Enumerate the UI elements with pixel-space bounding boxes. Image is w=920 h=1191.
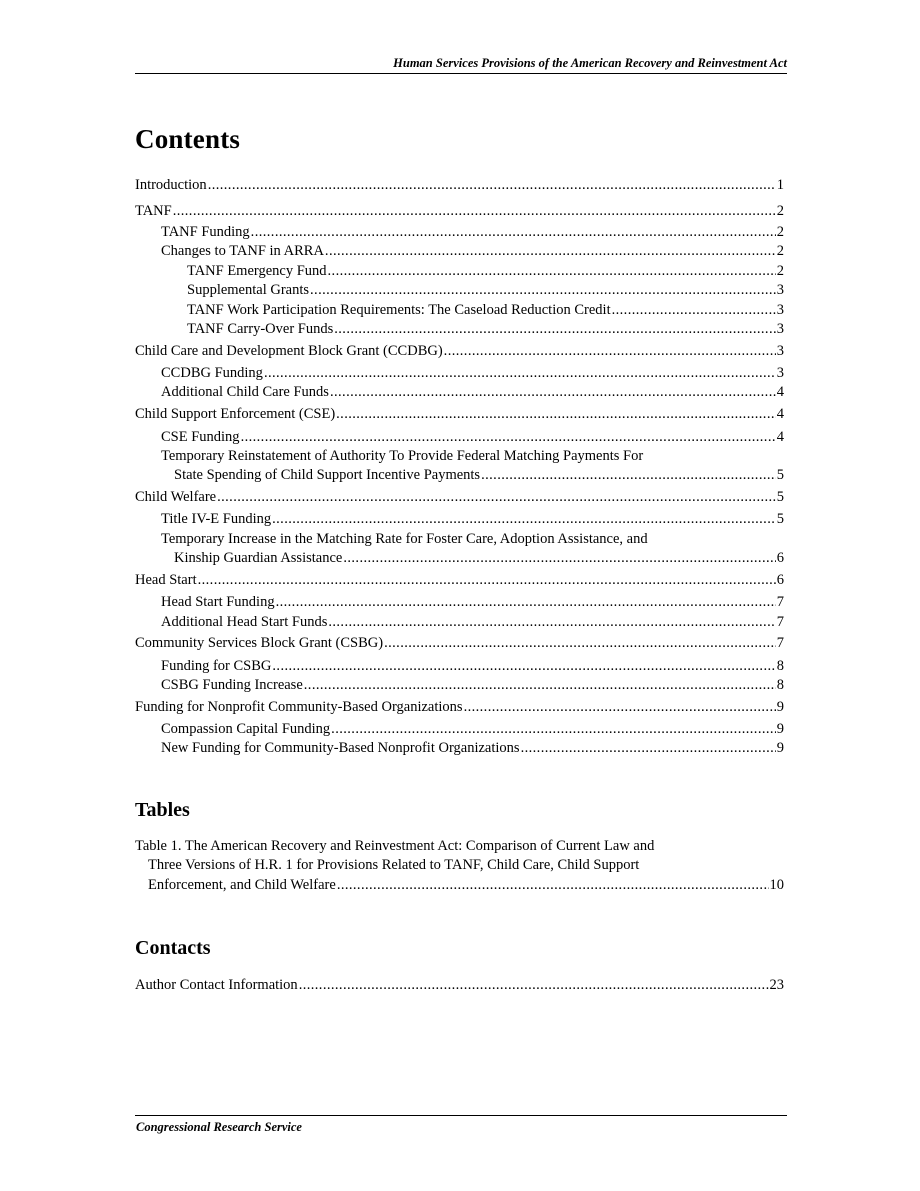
toc-entry-text: Funding for Nonprofit Community-Based Organizations xyxy=(135,699,463,715)
dot-leader xyxy=(337,876,769,895)
toc-entry-text: TANF Funding xyxy=(161,224,250,240)
toc-entry-text: Kinship Guardian Assistance xyxy=(174,550,343,566)
toc-entry-cse[interactable] xyxy=(135,405,784,424)
toc-page-number: 6 xyxy=(776,550,784,566)
toc-entry-text: Introduction xyxy=(135,177,207,193)
dot-leader xyxy=(272,510,776,529)
toc-entry-matching-rate[interactable] xyxy=(174,549,784,568)
table-entry-text: Enforcement, and Child Welfare xyxy=(148,877,336,893)
toc-entry-text: Compassion Capital Funding xyxy=(161,721,331,737)
dot-leader xyxy=(521,739,776,758)
toc-page-number: 2 xyxy=(776,224,784,240)
toc-entry-text: Child Care and Development Block Grant (CCDBG) xyxy=(135,343,443,359)
toc-page-number: 4 xyxy=(776,406,784,422)
dot-leader xyxy=(330,383,776,402)
toc-page-number: 2 xyxy=(776,243,784,259)
toc-entry-introduction[interactable] xyxy=(135,176,784,195)
dot-leader xyxy=(310,281,776,300)
toc-entry-text: Community Services Block Grant (CSBG) xyxy=(135,635,384,651)
toc-entry-tanf-emergency-fund[interactable] xyxy=(187,262,784,281)
toc-entry-new-community-funding[interactable] xyxy=(161,739,784,758)
toc-entry-head-start-funding[interactable] xyxy=(161,593,784,612)
toc-page-number: 5 xyxy=(776,467,784,483)
tables-heading: Tables xyxy=(135,799,190,821)
toc-entry-tanf-carry-over[interactable] xyxy=(187,320,784,339)
dot-leader xyxy=(334,320,776,339)
toc-entry-text: New Funding for Community-Based Nonprofit Organizations xyxy=(161,740,520,756)
dot-leader xyxy=(217,488,776,507)
toc-page-number: 4 xyxy=(776,384,784,400)
footer-rule xyxy=(135,1115,787,1116)
dot-leader xyxy=(241,428,776,447)
dot-leader xyxy=(276,593,776,612)
dot-leader xyxy=(173,202,776,221)
toc-entry-funding-for-csbg[interactable] xyxy=(161,657,784,676)
toc-entry-changes-to-tanf[interactable] xyxy=(161,242,784,261)
toc-entry-csbg[interactable] xyxy=(135,634,784,653)
toc-page-number: 3 xyxy=(776,365,784,381)
toc-entry-reinstatement[interactable] xyxy=(174,466,784,485)
contents-heading: Contents xyxy=(135,124,241,154)
toc-entry-text: TANF xyxy=(135,203,172,219)
toc-page-number: 3 xyxy=(776,321,784,337)
toc-entry-text: TANF Emergency Fund xyxy=(187,263,327,279)
dot-leader xyxy=(325,242,776,261)
toc-page-number: 2 xyxy=(776,203,784,219)
dot-leader xyxy=(328,262,776,281)
dot-leader xyxy=(481,466,776,485)
toc-page-number: 9 xyxy=(776,699,784,715)
dot-leader xyxy=(331,720,776,739)
toc-entry-cse-funding[interactable] xyxy=(161,428,784,447)
running-header: Human Services Provisions of the American Recovery and Reinvestment Act xyxy=(393,56,787,70)
header-rule xyxy=(135,73,787,74)
toc-page-number: 8 xyxy=(776,658,784,674)
dot-leader xyxy=(444,342,776,361)
table-page-number: 10 xyxy=(769,877,784,893)
toc-entry-additional-child-care[interactable] xyxy=(161,383,784,402)
toc-page-number: 1 xyxy=(776,177,784,193)
toc-entry-text: CCDBG Funding xyxy=(161,365,263,381)
toc-page-number: 7 xyxy=(776,635,784,651)
toc-entry-text: Funding for CSBG xyxy=(161,658,272,674)
toc-page-number: 6 xyxy=(776,572,784,588)
toc-entry-matching-rate-line1[interactable]: Temporary Increase in the Matching Rate for Foster Care, Adoption Assistance, and xyxy=(161,531,648,547)
toc-page-number: 5 xyxy=(776,511,784,527)
dot-leader xyxy=(208,176,776,195)
toc-page-number: 2 xyxy=(776,263,784,279)
dot-leader xyxy=(299,976,769,995)
dot-leader xyxy=(464,698,776,717)
toc-entry-additional-head-start[interactable] xyxy=(161,613,784,632)
toc-page-number: 3 xyxy=(776,282,784,298)
toc-entry-ccdbg-funding[interactable] xyxy=(161,364,784,383)
toc-entry-work-participation[interactable] xyxy=(187,301,784,320)
toc-entry-text: Head Start Funding xyxy=(161,594,275,610)
dot-leader xyxy=(304,676,776,695)
toc-page-number: 7 xyxy=(776,594,784,610)
toc-entry-text: Additional Head Start Funds xyxy=(161,614,328,630)
toc-page-number: 3 xyxy=(776,343,784,359)
toc-entry-tanf-funding[interactable] xyxy=(161,223,784,242)
toc-entry-csbg-funding-increase[interactable] xyxy=(161,676,784,695)
toc-entry-compassion-capital[interactable] xyxy=(161,720,784,739)
toc-entry-text: CSE Funding xyxy=(161,429,240,445)
running-footer: Congressional Research Service xyxy=(136,1120,302,1134)
toc-page-number: 9 xyxy=(776,721,784,737)
toc-entry-text: Changes to TANF in ARRA xyxy=(161,243,324,259)
contact-entry-author[interactable] xyxy=(135,976,784,995)
toc-entry-reinstatement-line1[interactable]: Temporary Reinstatement of Authority To Provide Federal Matching Payments For xyxy=(161,448,644,464)
toc-entry-text: TANF Work Participation Requirements: The Caseload Reduction Credit xyxy=(187,302,611,318)
toc-entry-text: CSBG Funding Increase xyxy=(161,677,303,693)
dot-leader xyxy=(264,364,776,383)
table-entry-line2[interactable]: Three Versions of H.R. 1 for Provisions Related to TANF, Child Care, Child Support xyxy=(148,857,640,873)
toc-entry-text: Child Support Enforcement (CSE) xyxy=(135,406,336,422)
dot-leader xyxy=(384,634,776,653)
toc-page-number: 5 xyxy=(776,489,784,505)
toc-page-number: 4 xyxy=(776,429,784,445)
contact-entry-text: Author Contact Information xyxy=(135,977,298,993)
toc-entry-tanf[interactable] xyxy=(135,202,784,221)
toc-entry-text: Head Start xyxy=(135,572,197,588)
toc-entry-text: State Spending of Child Support Incentive Payments xyxy=(174,467,481,483)
toc-entry-head-start[interactable] xyxy=(135,571,784,590)
toc-entry-text: Title IV-E Funding xyxy=(161,511,272,527)
toc-entry-text: Child Welfare xyxy=(135,489,217,505)
toc-page-number: 7 xyxy=(776,614,784,630)
toc-page-number: 9 xyxy=(776,740,784,756)
toc-entry-supplemental-grants[interactable] xyxy=(187,281,784,300)
table-entry-line1[interactable]: Table 1. The American Recovery and Reinvestment Act: Comparison of Current Law and xyxy=(135,838,655,854)
dot-leader xyxy=(251,223,776,242)
dot-leader xyxy=(328,613,775,632)
toc-entry-nonprofit-funding[interactable] xyxy=(135,698,784,717)
toc-entry-ccdbg[interactable] xyxy=(135,342,784,361)
toc-entry-title-iv-e[interactable] xyxy=(161,510,784,529)
dot-leader xyxy=(272,657,775,676)
dot-leader xyxy=(612,301,776,320)
table-entry-1[interactable] xyxy=(148,876,784,895)
contacts-heading: Contacts xyxy=(135,937,211,959)
dot-leader xyxy=(198,571,776,590)
dot-leader xyxy=(343,549,775,568)
toc-entry-child-welfare[interactable] xyxy=(135,488,784,507)
toc-entry-text: Supplemental Grants xyxy=(187,282,310,298)
dot-leader xyxy=(336,405,776,424)
contact-page-number: 23 xyxy=(769,977,784,993)
toc-page-number: 8 xyxy=(776,677,784,693)
toc-entry-text: TANF Carry-Over Funds xyxy=(187,321,334,337)
toc-page-number: 3 xyxy=(776,302,784,318)
toc-entry-text: Additional Child Care Funds xyxy=(161,384,329,400)
